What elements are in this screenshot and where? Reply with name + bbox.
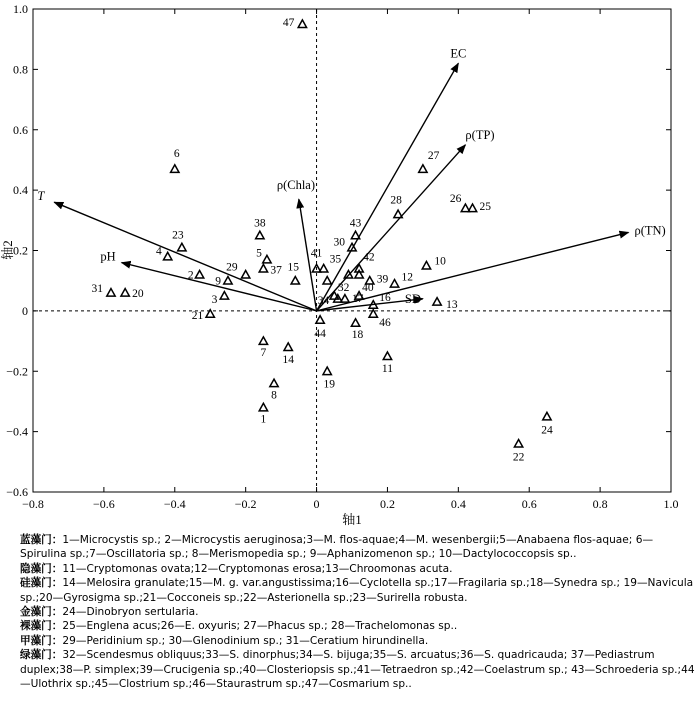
x-tick-label: −0.2 bbox=[234, 497, 257, 511]
species-label: 38 bbox=[254, 217, 266, 230]
legend-row bbox=[20, 562, 696, 576]
species-label: 47 bbox=[282, 17, 295, 30]
x-tick-label: 0.8 bbox=[592, 497, 608, 511]
species-marker bbox=[390, 280, 398, 288]
species-legend bbox=[20, 533, 696, 691]
species-label: 3 bbox=[211, 293, 218, 306]
y-tick-label: −0.6 bbox=[6, 485, 28, 499]
species-label: 2 bbox=[187, 269, 194, 282]
species-label: 20 bbox=[132, 287, 144, 300]
legend-species-list: 25—Englena acus;26—E. oxyuris; 27—Phacus sp.; 28—Trachelomonas sp.. bbox=[62, 620, 458, 633]
species-label: 42 bbox=[363, 251, 375, 264]
species-label: 39 bbox=[376, 273, 389, 286]
x-tick-label: 0.2 bbox=[379, 497, 395, 511]
species-label: 11 bbox=[381, 363, 393, 376]
x-tick-label: −0.8 bbox=[22, 497, 44, 511]
species-label: 12 bbox=[401, 271, 414, 284]
species-label: 15 bbox=[287, 261, 300, 274]
species-label: 32 bbox=[337, 281, 350, 294]
species-marker bbox=[241, 270, 249, 278]
species-label: 35 bbox=[329, 253, 342, 266]
species-marker bbox=[351, 319, 359, 327]
species-label: 13 bbox=[446, 298, 458, 311]
vector-label: T bbox=[37, 189, 45, 204]
legend-group: 裸藻门： bbox=[20, 620, 63, 633]
x-axis-title: 轴1 bbox=[342, 512, 362, 527]
legend-row bbox=[20, 605, 696, 619]
species-marker bbox=[259, 264, 267, 272]
y-tick-label: 1.0 bbox=[13, 2, 28, 16]
species-marker bbox=[270, 379, 278, 387]
species-label: 5 bbox=[256, 247, 262, 260]
vector-label: EC bbox=[450, 46, 467, 61]
species-label: 37 bbox=[270, 264, 282, 277]
species-label: 27 bbox=[427, 149, 440, 162]
legend-group: 金藻门： bbox=[20, 606, 63, 619]
x-tick-label: 0 bbox=[313, 497, 320, 511]
species-label: 21 bbox=[191, 309, 204, 322]
species-marker bbox=[220, 292, 228, 300]
legend-row bbox=[20, 648, 696, 691]
species-marker bbox=[107, 289, 115, 297]
x-tick-label: 0.4 bbox=[450, 497, 466, 511]
species-label: 16 bbox=[379, 291, 391, 304]
species-label: 19 bbox=[323, 378, 335, 391]
y-tick-label: 0.2 bbox=[13, 243, 28, 258]
legend-row bbox=[20, 533, 696, 562]
legend-row bbox=[20, 634, 696, 648]
legend-group: 甲藻门： bbox=[20, 634, 63, 647]
species-marker bbox=[433, 298, 441, 306]
species-marker bbox=[284, 343, 292, 351]
species-label: 10 bbox=[434, 255, 446, 268]
y-tick-label: 0 bbox=[22, 303, 28, 318]
legend-group: 绿藻门： bbox=[20, 649, 63, 662]
species-marker bbox=[291, 276, 299, 284]
species-marker bbox=[256, 231, 264, 239]
species-label: 4 bbox=[155, 245, 162, 258]
species-label: 22 bbox=[512, 451, 525, 464]
species-label: 18 bbox=[351, 328, 364, 341]
species-label: 26 bbox=[449, 193, 462, 206]
species-marker bbox=[263, 255, 271, 263]
x-tick-label: −0.4 bbox=[163, 497, 186, 511]
species-label: 24 bbox=[541, 424, 553, 437]
legend-species-list: 29—Peridinium sp.; 30—Glenodinium sp.; 31—Ceratium hirundinella. bbox=[62, 634, 429, 647]
species-marker bbox=[419, 165, 427, 173]
species-label: 44 bbox=[314, 327, 326, 340]
y-tick-label: −0.2 bbox=[6, 364, 28, 379]
y-tick-label: 0.4 bbox=[13, 183, 28, 198]
species-label: 14 bbox=[282, 354, 294, 367]
species-label: 23 bbox=[172, 229, 184, 242]
species-marker bbox=[383, 352, 391, 360]
species-label: 40 bbox=[362, 281, 374, 294]
species-marker bbox=[323, 367, 331, 375]
species-label: 25 bbox=[479, 201, 492, 214]
y-tick-label: 0.8 bbox=[13, 62, 28, 77]
x-tick-label: 0.6 bbox=[521, 497, 537, 511]
legend-group: 隐藻门： bbox=[20, 562, 63, 575]
vector-label: pH bbox=[100, 249, 116, 264]
species-marker bbox=[298, 20, 306, 28]
vector-label: ρ(Chla) bbox=[276, 178, 316, 193]
legend-species-list: 32—Scendesmus obliquus;33—S. dinorphus;34—S. bijuga;35—S. arcuatus;36—S. quadricauda; 37—Pediastrum duplex;38—P. simplex;39—Crucigenia sp.;40—Closteriopsis sp.;41—Tetraedron sp.;42—Coelastrum sp.; 43—Schroederia sp.;44—Ulothrix sp.;45—Clostrium sp.;46—Staurastrum sp.;47—Cosmarium sp.. bbox=[20, 649, 695, 691]
species-marker bbox=[163, 252, 171, 260]
legend-group: 蓝藻门： bbox=[20, 534, 63, 546]
species-label: 41 bbox=[310, 247, 323, 260]
legend-group: 硅藻门： bbox=[20, 577, 63, 590]
species-label: 9 bbox=[215, 275, 221, 288]
species-marker bbox=[195, 270, 203, 278]
x-tick-label: 1.0 bbox=[663, 497, 679, 511]
species-label: 17 bbox=[351, 292, 364, 305]
species-label: 30 bbox=[333, 236, 345, 249]
legend-species-list: 14—Melosira granulate;15—M. g. var.angustissima;16—Cyclotella sp.;17—Fragilaria sp.;18—Synedra sp.; 19—Navicula sp.;20—Gyrosigma sp.;21—Cocconeis sp.;22—Asterionella sp.;23—Surirella robusta. bbox=[20, 577, 694, 604]
vector-label: SD bbox=[404, 291, 421, 306]
y-tick-label: −0.4 bbox=[6, 424, 28, 439]
legend-row bbox=[20, 619, 696, 633]
species-label: 1 bbox=[260, 413, 267, 426]
vector-label: ρ(TP) bbox=[465, 127, 495, 142]
species-label: 8 bbox=[271, 389, 277, 402]
species-marker bbox=[323, 276, 331, 284]
species-label: 28 bbox=[390, 194, 402, 207]
vector-label: ρ(TN) bbox=[634, 223, 666, 238]
species-marker bbox=[461, 204, 469, 212]
species-marker bbox=[394, 210, 402, 218]
x-tick-label: −0.6 bbox=[92, 497, 115, 511]
species-label: 34 bbox=[317, 294, 330, 307]
species-marker bbox=[351, 231, 359, 239]
species-label: 6 bbox=[173, 147, 180, 160]
legend-species-list: 11—Cryptomonas ovata;12—Cryptomonas erosa;13—Chroomonas acuta. bbox=[62, 562, 453, 575]
species-marker bbox=[514, 440, 522, 448]
species-label: 46 bbox=[379, 316, 391, 329]
species-marker bbox=[121, 289, 129, 297]
species-marker bbox=[543, 412, 551, 420]
species-marker bbox=[224, 276, 232, 284]
legend-species-list: 1—Microcystis sp.; 2—Microcystis aeruginosa;3—M. flos-aquae;4—M. wesenbergii;5—Anabaena flos-aquae; 6—Spirulina sp.;7—Oscillatoria sp.; 8—Merismopedia sp.; 9—Aphanizomenon sp.; 10—Dactylococcopsis sp.. bbox=[20, 534, 654, 561]
species-label: 43 bbox=[349, 217, 362, 230]
y-tick-label: 0.6 bbox=[13, 122, 28, 137]
species-label: 29 bbox=[226, 261, 238, 274]
legend-species-list: 24—Dinobryon sertularia. bbox=[62, 606, 199, 619]
species-marker bbox=[178, 243, 186, 251]
species-marker bbox=[259, 403, 267, 411]
species-label: 31 bbox=[91, 282, 103, 295]
species-marker bbox=[316, 316, 324, 324]
species-marker bbox=[422, 261, 430, 269]
species-label: 7 bbox=[260, 347, 267, 360]
species-marker bbox=[171, 165, 179, 173]
y-axis-title: 轴2 bbox=[0, 240, 15, 260]
species-marker bbox=[259, 337, 267, 345]
legend-row bbox=[20, 576, 696, 605]
